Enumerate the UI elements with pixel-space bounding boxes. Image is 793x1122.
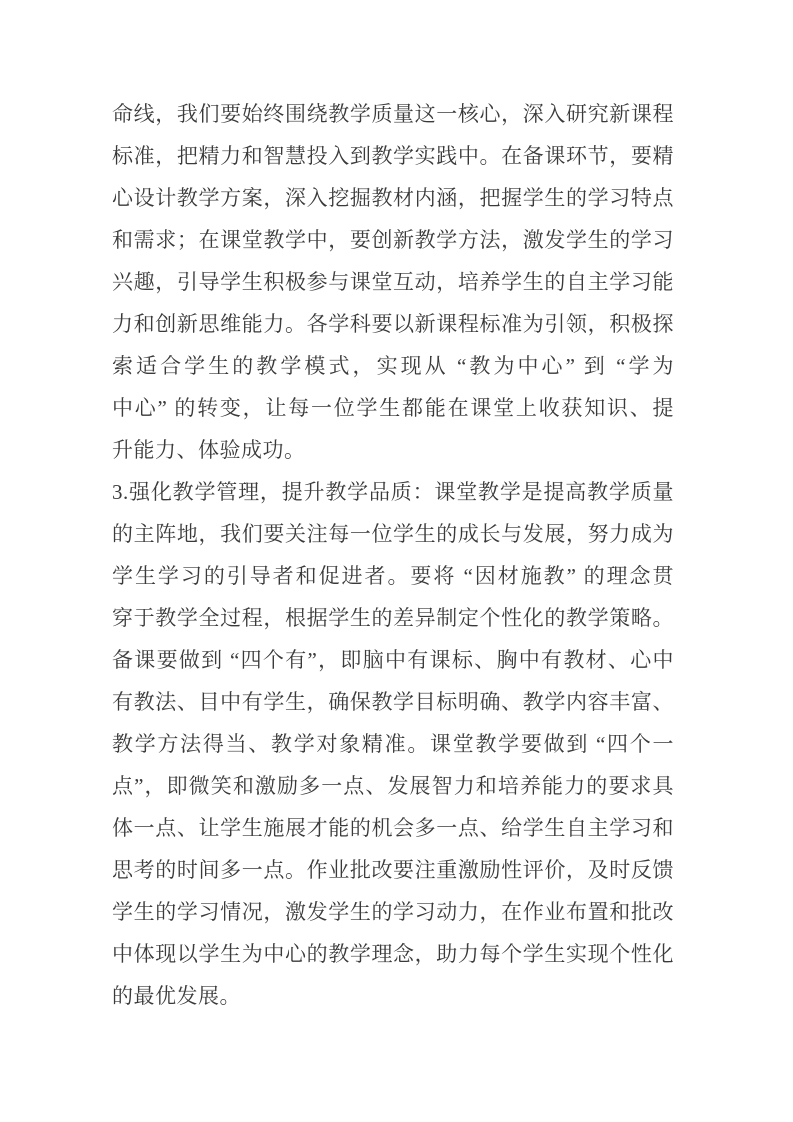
text-line: 力和创新思维能力。各学科要以新课程标准为引领，积极探	[112, 312, 674, 336]
text-line: 点”，即微笑和激励多一点、发展智力和培养能力的要求具	[112, 774, 674, 798]
text-line: 备课要做到 “四个有”，即脑中有课标、胸中有教材、心中	[112, 648, 674, 672]
text-line: 中体现以学生为中心的教学理念，助力每个学生实现个性化	[112, 942, 674, 966]
text-line: 兴趣，引导学生积极参与课堂互动，培养学生的自主学习能	[112, 270, 674, 294]
text-line: 思考的时间多一点。作业批改要注重激励性评价，及时反馈	[112, 858, 674, 882]
text-line: 的最优发展。	[112, 984, 241, 1008]
text-line: 标准，把精力和智慧投入到教学实践中。在备课环节，要精	[112, 144, 674, 168]
paragraph-continuation	[112, 93, 674, 471]
text-line: 3.强化教学管理，提升教学品质：课堂教学是提高教学质量	[112, 480, 674, 504]
body-text	[112, 93, 674, 1017]
text-line: 和需求；在课堂教学中，要创新教学方法，激发学生的学习	[112, 228, 674, 252]
text-line: 的主阵地，我们要关注每一位学生的成长与发展，努力成为	[112, 522, 674, 546]
text-line: 学生的学习情况，激发学生的学习动力，在作业布置和批改	[112, 900, 674, 924]
text-line: 穿于教学全过程，根据学生的差异制定个性化的教学策略。	[112, 606, 674, 630]
text-line: 体一点、让学生施展才能的机会多一点、给学生自主学习和	[112, 816, 674, 840]
text-line: 中心” 的转变，让每一位学生都能在课堂上收获知识、提	[112, 396, 674, 420]
text-line: 命线，我们要始终围绕教学质量这一核心，深入研究新课程	[112, 102, 674, 126]
text-line: 索适合学生的教学模式，实现从 “教为中心” 到 “学为	[112, 354, 674, 378]
text-line: 有教法、目中有学生，确保教学目标明确、教学内容丰富、	[112, 690, 674, 714]
text-line: 学生学习的引导者和促进者。要将 “因材施教” 的理念贯	[112, 564, 674, 588]
paragraph-item-3	[112, 471, 674, 1017]
text-line: 教学方法得当、教学对象精准。课堂教学要做到 “四个一	[112, 732, 674, 756]
text-line: 升能力、体验成功。	[112, 438, 306, 462]
text-line: 心设计教学方案，深入挖掘教材内涵，把握学生的学习特点	[112, 186, 674, 210]
